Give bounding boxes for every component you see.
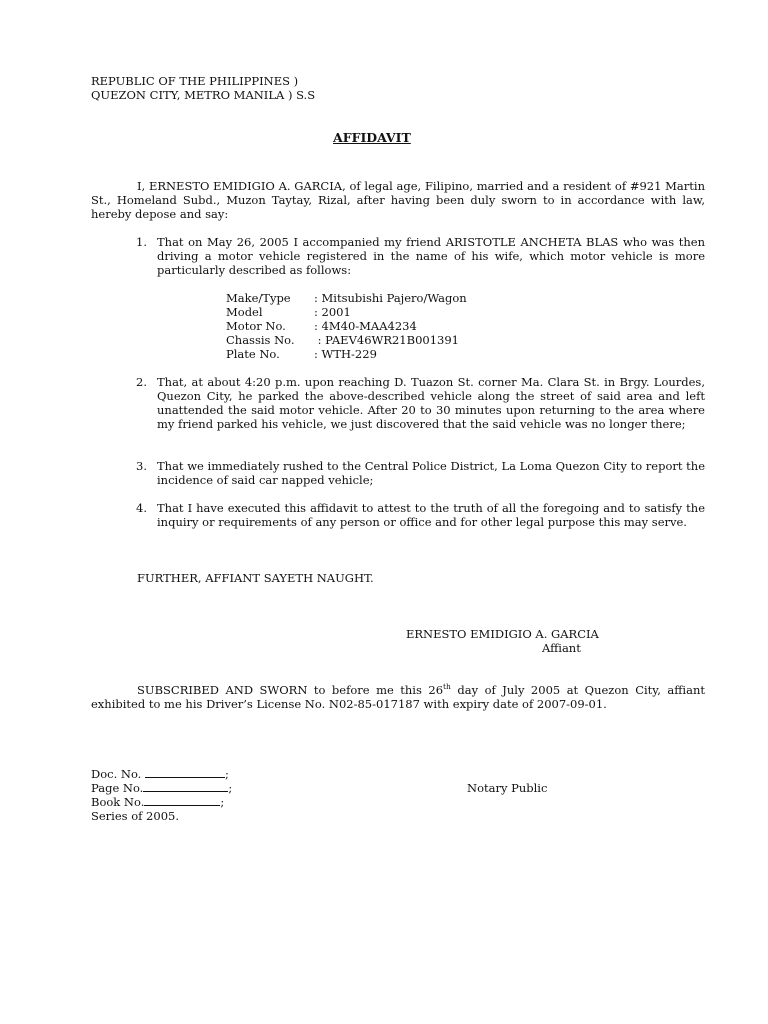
- vehicle-motor-label: Motor No.: [226, 319, 286, 333]
- item-text-1: That on May 26, 2005 I accompanied my friend ARISTOTLE ANCHETA BLAS who was then driving a motor vehicle registered in the name of his wife, which motor vehicle is more particularly described as follows:: [157, 235, 705, 277]
- item-number-3: 3.: [136, 459, 147, 473]
- affiant-role: Affiant: [542, 641, 581, 655]
- page-no-label: Page No.: [91, 781, 144, 795]
- vehicle-motor-value: : 4M40-MAA4234: [314, 319, 417, 333]
- vehicle-make-row: [226, 291, 467, 305]
- item-text-4: That I have executed this affidavit to attest to the truth of all the foregoing and to satisfy the inquiry or requirements of any person or office and for other legal purpose this may serve.: [157, 501, 705, 529]
- jurat-text-2: day of July 2005 at Quezon City, affiant exhibited to me his Driver’s License No. N02-85-017187 with expiry date of 2007-09-01.: [91, 683, 705, 711]
- item-text-3: That we immediately rushed to the Central Police District, La Loma Quezon City to report the incidence of said car napped vehicle;: [157, 459, 705, 487]
- jurat-text-1: SUBSCRIBED AND SWORN to before me this 26: [137, 683, 444, 697]
- jurat-paragraph: [91, 683, 705, 711]
- vehicle-chassis-label: Chassis No.: [226, 333, 295, 347]
- vehicle-make-value: : Mitsubishi Pajero/Wagon: [314, 291, 467, 305]
- jurat-superscript: th: [443, 682, 451, 691]
- header-line-1: REPUBLIC OF THE PHILIPPINES ): [91, 74, 299, 88]
- page-no-blank: [143, 781, 228, 792]
- page-no-line: [91, 781, 232, 795]
- series-line: Series of 2005.: [91, 809, 179, 823]
- closing-statement: FURTHER, AFFIANT SAYETH NAUGHT.: [137, 571, 374, 585]
- item-number-1: 1.: [136, 235, 147, 249]
- item-text-2: That, at about 4:20 p.m. upon reaching D. Tuazon St. corner Ma. Clara St. in Brgy. Lourdes, Quezon City, he parked the above-described vehicle along the street of said area and left unattended the said motor vehicle. After 20 to 30 minutes upon returning to the area where my friend parked his vehicle, we just discovered that the said vehicle was no longer there;: [157, 375, 705, 431]
- page-no-end: ;: [228, 781, 233, 795]
- doc-no-end: ;: [225, 767, 229, 781]
- vehicle-model-row: [226, 305, 351, 319]
- document-title: AFFIDAVIT: [333, 130, 411, 145]
- vehicle-motor-row: [226, 319, 417, 333]
- item-number-4: 4.: [136, 501, 147, 515]
- vehicle-plate-value: : WTH-229: [314, 347, 377, 361]
- item-number-2: 2.: [136, 375, 147, 389]
- book-no-end: ;: [220, 795, 225, 809]
- doc-no-blank: [145, 767, 225, 778]
- vehicle-model-value: : 2001: [314, 305, 351, 319]
- doc-no-line: [91, 767, 229, 781]
- book-no-line: [91, 795, 224, 809]
- affiant-name: ERNESTO EMIDIGIO A. GARCIA: [406, 627, 599, 641]
- doc-no-label: Doc. No.: [91, 767, 145, 781]
- header-line-2: QUEZON CITY, METRO MANILA ) S.S: [91, 88, 316, 102]
- vehicle-model-label: Model: [226, 305, 263, 319]
- notary-public-title: Notary Public: [467, 781, 548, 795]
- vehicle-chassis-value: : PAEV46WR21B001391: [314, 333, 459, 347]
- intro-paragraph: I, ERNESTO EMIDIGIO A. GARCIA, of legal age, Filipino, married and a resident of #921 Martin St., Homeland Subd., Muzon Taytay, Rizal, after having been duly sworn to in accordance with law, hereby depose and say:: [91, 179, 705, 221]
- book-no-label: Book No.: [91, 795, 145, 809]
- vehicle-make-label: Make/Type: [226, 291, 291, 305]
- vehicle-plate-label: Plate No.: [226, 347, 280, 361]
- vehicle-chassis-row: [226, 333, 459, 347]
- vehicle-plate-row: [226, 347, 377, 361]
- book-no-blank: [144, 795, 220, 806]
